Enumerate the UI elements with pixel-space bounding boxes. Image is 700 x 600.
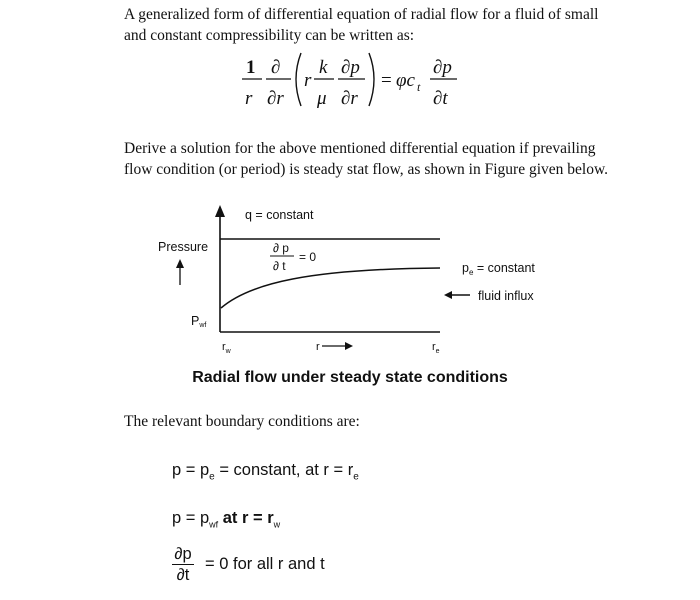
pressure-label: Pressure: [158, 240, 209, 254]
task-paragraph: Derive a solution for the above mentioned differential equation if prevailing flow condition (or period) is steady stat flow, as shown in Figure given below.: [124, 140, 609, 178]
influx-arrow-head: [444, 291, 452, 299]
eq-rhs-denominator: ∂t: [433, 88, 448, 109]
pe-constant-label: $p_e$ = constant: [462, 261, 535, 277]
eq-sub-t: t: [417, 80, 421, 94]
figure-dt-denominator: ∂ t: [273, 259, 286, 273]
bc3-numerator: ∂p: [174, 545, 192, 563]
radial-flow-equation: [0, 0, 700, 130]
bc3-text: = 0 for all r and t: [205, 555, 325, 573]
figure-caption: Radial flow under steady state conditions: [192, 369, 508, 386]
pressure-arrow-head: [176, 259, 184, 268]
eq-outer-denominator: r: [245, 88, 253, 109]
eq-dr: ∂r: [341, 88, 358, 109]
eq-mu: μ: [317, 88, 327, 109]
eq-outer-numerator: 1: [246, 57, 256, 78]
pressure-curve: [221, 268, 440, 308]
eq-partial-numerator: ∂: [271, 57, 281, 78]
boundary-condition-3: [172, 545, 432, 595]
bc3-denominator: ∂t: [176, 566, 190, 585]
eq-phi-c: φc: [396, 70, 415, 91]
eq-rhs-numerator: ∂p: [433, 57, 452, 78]
steady-state-figure: [0, 195, 700, 370]
figure-dp-numerator: ∂ p: [273, 241, 289, 255]
figure-dp-equals: = 0: [299, 250, 317, 264]
r-label: r: [316, 341, 320, 353]
boundary-condition-2: $p = p_{wf}$ at $r = r_w$: [172, 509, 281, 530]
re-label: $r_e$: [432, 341, 440, 355]
eq-k: k: [319, 57, 328, 78]
pwf-label: Pwf: [191, 314, 207, 329]
r-arrow-head: [345, 342, 353, 350]
q-constant-label: q = constant: [245, 208, 314, 222]
rw-label: $r_w$: [222, 341, 231, 355]
fluid-influx-label: fluid influx: [478, 289, 534, 303]
boundary-intro: The relevant boundary conditions are:: [124, 413, 360, 430]
eq-dp: ∂p: [341, 57, 360, 78]
figure-y-axis-arrow: [215, 205, 225, 217]
eq-r: r: [304, 70, 312, 91]
eq-partial-denominator: ∂r: [267, 88, 284, 109]
intro-paragraph: A generalized form of differential equation of radial flow for a fluid of small and constant compressibility can be written as:: [124, 6, 599, 44]
boundary-condition-1: $p = p_e$ = constant, at $r = r_e$: [172, 461, 359, 483]
eq-equals: =: [381, 70, 392, 91]
